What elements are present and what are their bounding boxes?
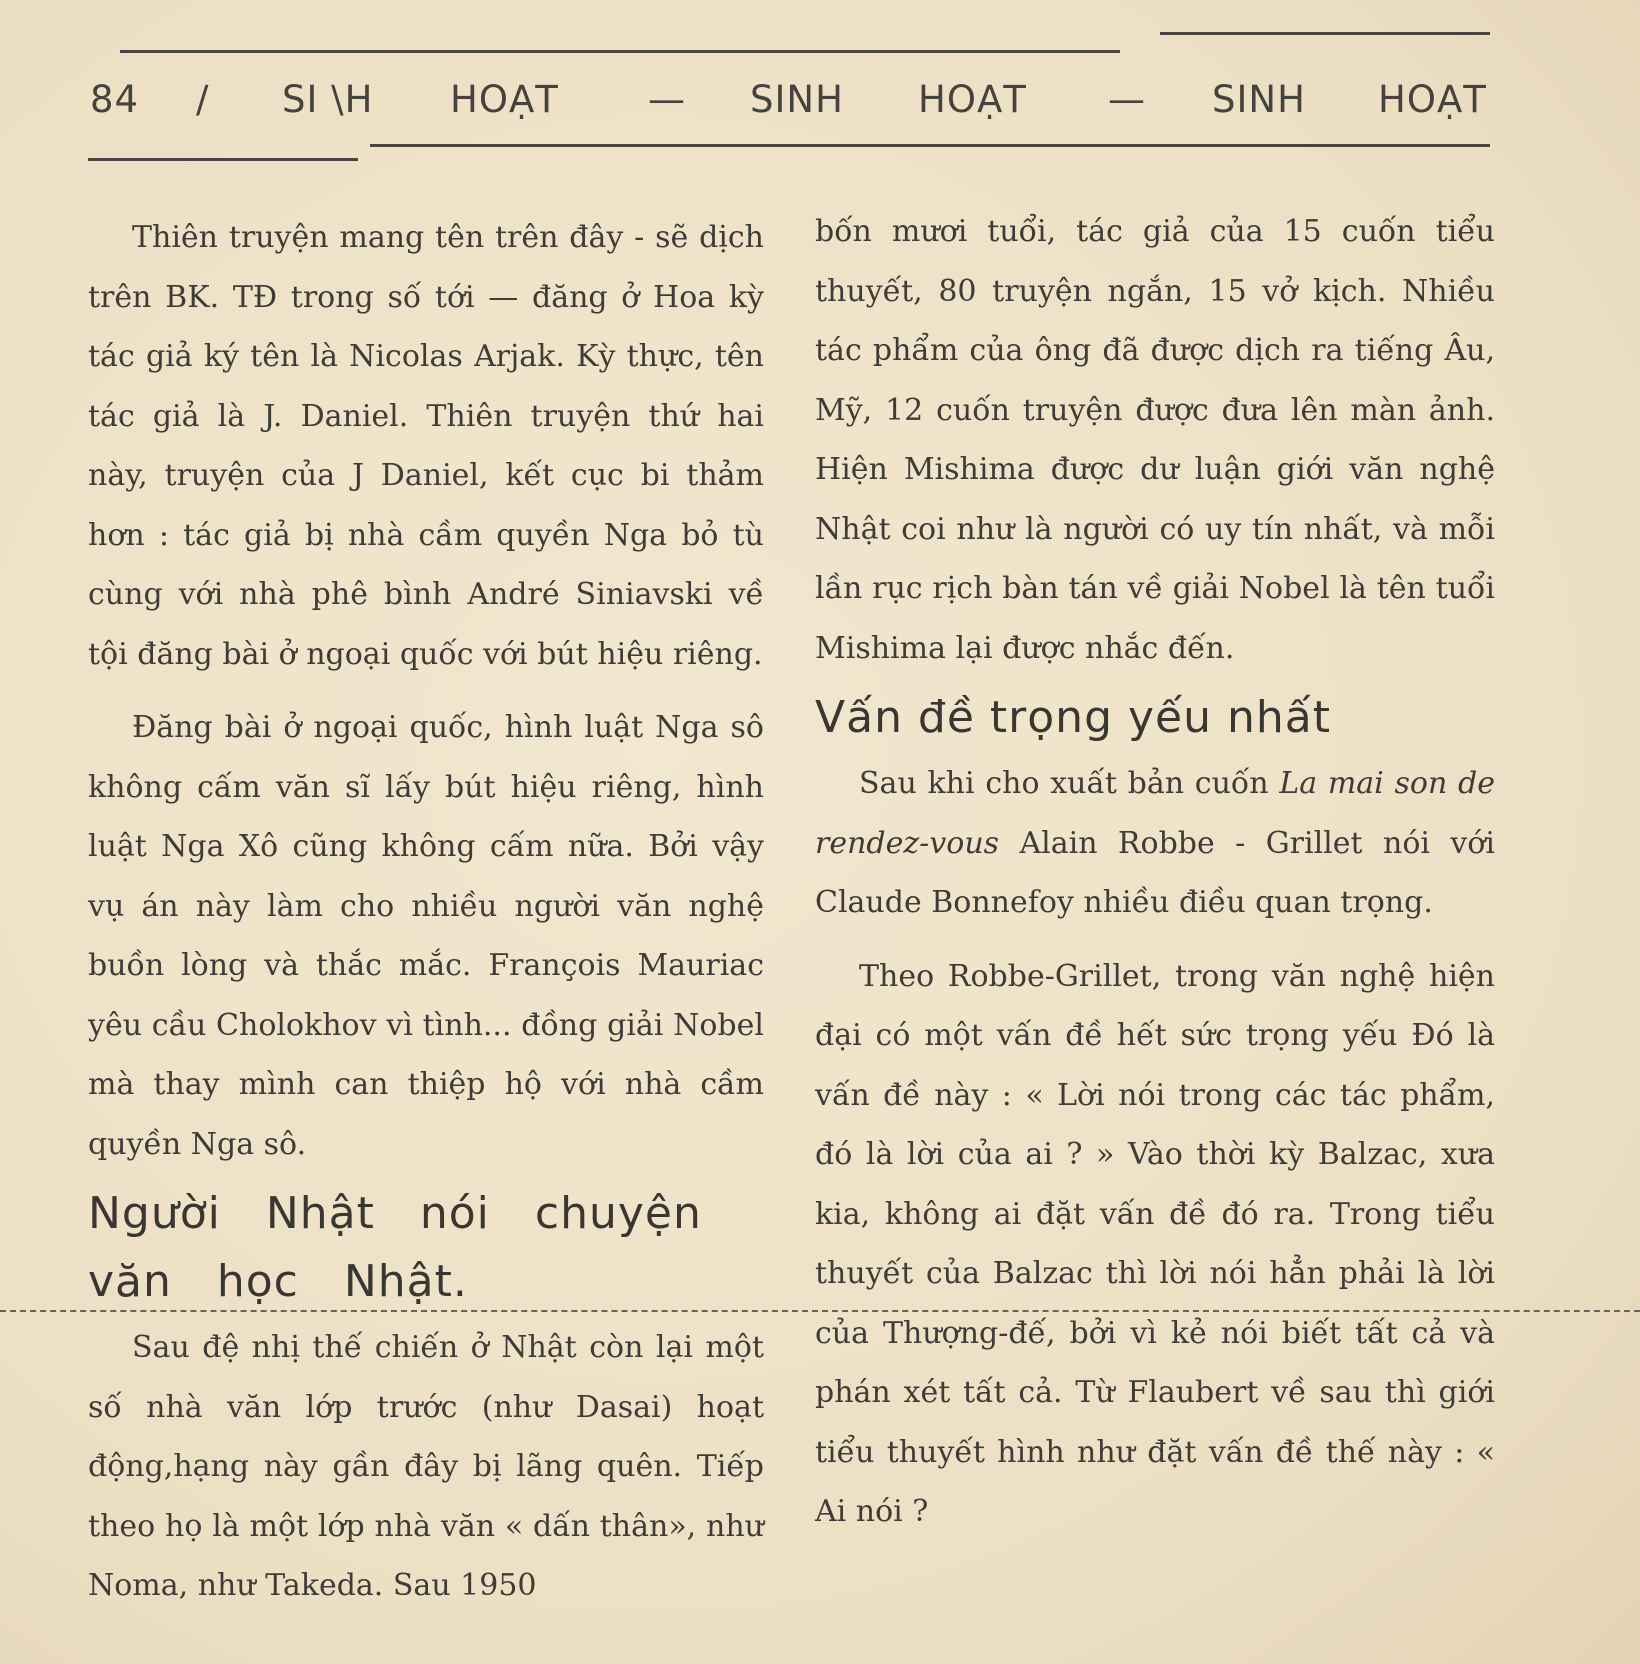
right-paragraph-3: Theo Robbe-Grillet, trong văn nghệ hiện đại có một vấn đề hết sức trọng yếu Đó là vấn đề này : « Lời nói trong các tác phẩm, đó là lời của ai ? » Vào thời kỳ Balzac, xưa kia, không ai đặt vấn đề đó ra. Trong tiểu thuyết của Balzac thì lời nói hẳn phải là lời của Thượng-đế, bởi vì kẻ nói biết tất cả và phán xét tất cả. Từ Flaubert về sau thì giới tiểu thuyết hình như đặt vấn đề thế này : « Ai nói ? xyxy=(815,958,1495,1529)
header-hoat-3: HOẠT xyxy=(1378,78,1487,121)
top-rule-2 xyxy=(1160,32,1490,35)
top-rule-1 xyxy=(120,50,1120,53)
right-column xyxy=(815,202,1495,1542)
page-number: 84 xyxy=(90,78,140,121)
running-header xyxy=(88,66,1488,126)
left-paragraph-1: Thiên truyện mang tên trên đây - sẽ dịch trên BK. TĐ trong số tới — đăng ở Hoa kỳ tác giả ký tên là Nicolas Arjak. Kỳ thực, tên tác giả là J. Daniel. Thiên truyện thứ hai này, truyện của J Daniel, kết cục bi thảm hơn : tác giả bị nhà cầm quyền Nga bỏ tù cùng với nhà phê bình André Siniavski về tội đăng bài ở ngoại quốc với bút hiệu riêng. xyxy=(88,220,764,672)
right-paragraph-2-text-a: Sau khi cho xuất bản cuốn xyxy=(859,766,1280,801)
left-column xyxy=(88,208,764,1616)
book-title: La mai son de rendez-vous xyxy=(815,766,1495,861)
header-dash-2: — xyxy=(1108,78,1146,121)
header-sinh-1: SI \H xyxy=(282,78,374,121)
header-slash: / xyxy=(196,78,210,121)
header-rule-right xyxy=(370,144,1490,147)
right-paragraph-2-text-b: Alain Robbe - Grillet nói với Claude Bonnefoy nhiều điều quan trọng. xyxy=(815,825,1495,920)
header-hoat-2: HOẠT xyxy=(918,78,1027,121)
left-section-heading: Người Nhật nói chuyện văn học Nhật. xyxy=(88,1188,702,1307)
header-rule-left xyxy=(88,158,358,161)
header-sinh-2: SINH xyxy=(750,78,844,121)
right-paragraph-2 xyxy=(815,754,1495,933)
right-section-heading: Vấn đề trọng yếu nhất xyxy=(815,692,1331,743)
left-paragraph-3: Sau đệ nhị thế chiến ở Nhật còn lại một số nhà văn lớp trước (như Dasai) hoạt động,hạng này gần đây bị lãng quên. Tiếp theo họ là một lớp nhà văn « dấn thân», như Noma, như Takeda. Sau 1950 xyxy=(88,1330,764,1603)
header-sinh-3: SINH xyxy=(1212,78,1306,121)
header-dash-1: — xyxy=(648,78,686,121)
right-paragraph-1: bốn mươi tuổi, tác giả của 15 cuốn tiểu thuyết, 80 truyện ngắn, 15 vở kịch. Nhiều tác phẩm của ông đã được dịch ra tiếng Âu, Mỹ, 12 cuốn truyện được đưa lên màn ảnh. Hiện Mishima được dư luận giới văn nghệ Nhật coi như là người có uy tín nhất, và mỗi lần rục rịch bàn tán về giải Nobel là tên tuổi Mishima lại được nhắc đến. xyxy=(815,214,1495,666)
page-fold-line xyxy=(0,1310,1640,1312)
left-paragraph-2: Đăng bài ở ngoại quốc, hình luật Nga sô không cấm văn sĩ lấy bút hiệu riêng, hình luật Nga Xô cũng không cấm nữa. Bởi vậy vụ án này làm cho nhiều người văn nghệ buồn lòng và thắc mắc. François Mauriac yêu cầu Cholokhov vì tình... đồng giải Nobel mà thay mình can thiệp hộ với nhà cầm quyền Nga sô. xyxy=(88,710,764,1162)
header-hoat-1: HOẠT xyxy=(450,78,559,121)
